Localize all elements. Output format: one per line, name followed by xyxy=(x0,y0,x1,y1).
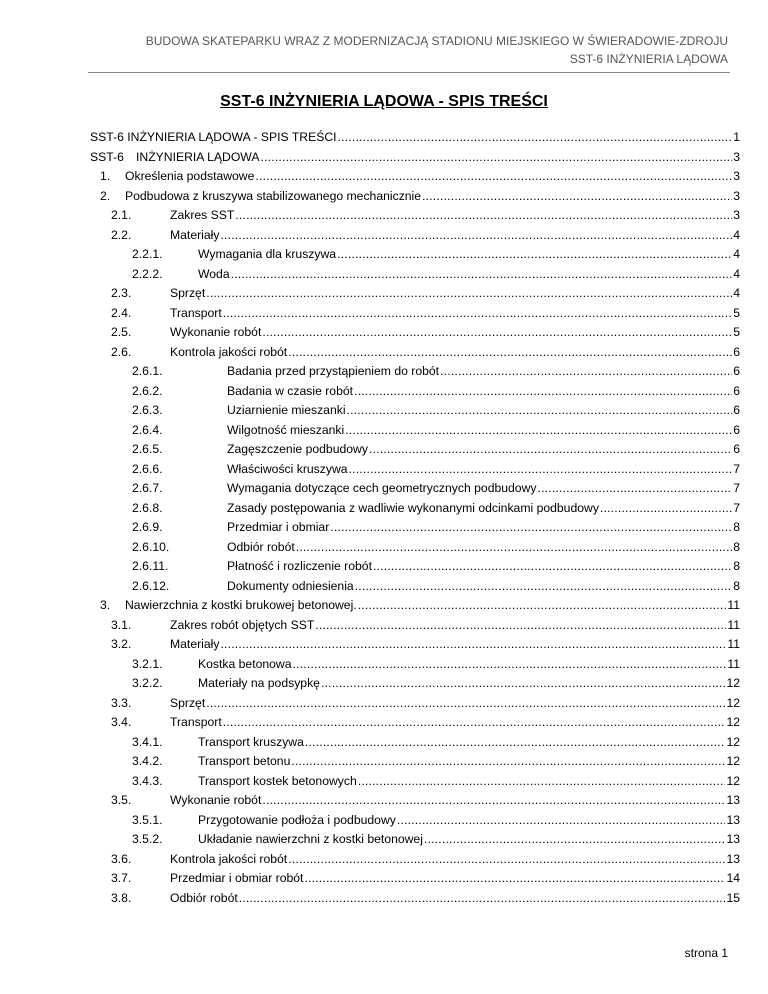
toc-entry[interactable] xyxy=(90,869,740,889)
toc-entry[interactable] xyxy=(90,460,740,480)
toc-leader xyxy=(260,148,732,168)
toc-number: 2.5. xyxy=(111,325,132,339)
toc-number: 2.6.7. xyxy=(132,481,163,495)
toc-page: 3 xyxy=(733,208,740,222)
toc-number: 2.3. xyxy=(111,286,132,300)
toc-entry[interactable] xyxy=(90,226,740,246)
toc-entry[interactable] xyxy=(90,304,740,324)
toc-leader xyxy=(206,284,732,304)
toc-leader xyxy=(220,635,726,655)
toc-entry[interactable] xyxy=(90,733,740,753)
toc-entry[interactable] xyxy=(90,772,740,792)
toc-number: 2.6.5. xyxy=(132,442,163,456)
toc-number: 3.2.1. xyxy=(132,656,163,671)
toc-page: 8 xyxy=(733,539,740,554)
toc-entry[interactable] xyxy=(90,830,740,850)
toc-number: 2.6.9. xyxy=(132,520,163,534)
toc-page: 1 xyxy=(733,130,740,144)
toc-leader xyxy=(206,694,725,714)
toc-page: 12 xyxy=(726,676,740,690)
toc-entry[interactable] xyxy=(90,635,740,655)
toc-number: 3.8. xyxy=(111,890,132,905)
toc-label: Wykonanie robót xyxy=(170,793,262,807)
toc-label: Transport xyxy=(170,715,222,729)
toc-entry[interactable] xyxy=(90,499,740,519)
toc-page: 13 xyxy=(726,851,740,866)
toc-leader xyxy=(315,616,726,636)
toc-leader xyxy=(288,343,732,363)
toc-label: Wilgotność mieszanki xyxy=(227,422,345,437)
toc-label: Płatność i rozliczenie robót xyxy=(227,559,372,573)
toc-page: 14 xyxy=(726,871,740,885)
running-header-project: BUDOWA SKATEPARKU WRAZ Z MODERNIZACJĄ STADIONU MIEJSKIEGO W ŚWIERADOWIE-ZDROJU xyxy=(145,34,728,48)
toc-page: 12 xyxy=(726,695,740,710)
toc-leader xyxy=(293,655,727,675)
toc-entry[interactable] xyxy=(90,674,740,694)
toc-leader xyxy=(291,752,725,772)
toc-label: INŻYNIERIA LĄDOWA xyxy=(136,149,260,164)
toc-leader xyxy=(255,167,732,187)
toc-number: 2.6.1. xyxy=(132,364,163,378)
toc-entry[interactable] xyxy=(90,187,740,207)
toc-entry[interactable] xyxy=(90,401,740,421)
toc-entry[interactable] xyxy=(90,343,740,363)
toc-leader xyxy=(537,479,732,499)
toc-page: 15 xyxy=(726,890,740,905)
toc-page: 6 xyxy=(733,422,740,437)
toc-leader xyxy=(600,499,732,519)
toc-label: Podbudowa z kruszywa stabilizowanego mechanicznie xyxy=(125,188,422,203)
toc-page: 4 xyxy=(733,227,740,242)
toc-number: 2.6.8. xyxy=(132,500,163,515)
toc-label: Kontrola jakości robót xyxy=(170,851,288,866)
toc-label: Przedmiar i obmiar robót xyxy=(170,871,304,885)
toc-entry[interactable] xyxy=(90,518,740,538)
toc-entry[interactable] xyxy=(90,382,740,402)
toc-entry[interactable] xyxy=(90,577,740,597)
toc-entry[interactable] xyxy=(90,596,740,616)
toc-page: 3 xyxy=(733,149,740,164)
toc-page: 5 xyxy=(733,325,740,339)
toc-entry[interactable] xyxy=(90,889,740,909)
toc-label: Materiały na podsypkę xyxy=(198,676,320,690)
toc-label: Określenia podstawowe xyxy=(125,169,255,183)
toc-page: 7 xyxy=(733,500,740,515)
toc-page: 13 xyxy=(726,793,740,807)
toc-label: Nawierzchnia z kostki brukowej betonowej. xyxy=(125,598,357,612)
toc-number: 3. xyxy=(100,598,111,612)
toc-label: Uziarnienie mieszanki xyxy=(227,403,346,417)
toc-number: 2. xyxy=(100,188,111,203)
toc-page: 6 xyxy=(733,403,740,417)
toc-leader xyxy=(397,811,726,831)
toc-number: 3.4. xyxy=(111,715,132,729)
toc-entry[interactable] xyxy=(90,421,740,441)
toc-label: Transport betonu xyxy=(198,754,291,768)
toc-number: 2.2.1. xyxy=(132,247,163,261)
toc-page: 4 xyxy=(733,286,740,300)
toc-label: Zakres SST xyxy=(170,208,235,222)
toc-leader xyxy=(422,187,732,207)
toc-entry[interactable] xyxy=(90,265,740,285)
toc-number: 2.6. xyxy=(111,344,132,359)
toc-label: Sprzęt xyxy=(170,695,206,710)
toc-number: 2.4. xyxy=(111,305,132,320)
toc-page: 6 xyxy=(733,383,740,398)
header-divider xyxy=(88,72,730,73)
toc-leader xyxy=(355,577,733,597)
toc-page: 11 xyxy=(727,598,740,612)
toc-page: 12 xyxy=(726,773,740,788)
toc-page: 8 xyxy=(733,559,740,573)
toc-number: 3.4.2. xyxy=(132,754,163,768)
toc-label: Transport kruszywa xyxy=(198,734,304,749)
toc-number: 2.1. xyxy=(111,208,132,222)
toc-leader xyxy=(262,791,725,811)
toc-label: Kostka betonowa xyxy=(198,656,292,671)
toc-number: 3.5.2. xyxy=(132,832,163,846)
toc-number: 2.6.11. xyxy=(132,559,169,573)
toc-number: 3.4.3. xyxy=(132,773,163,788)
toc-label: Dokumenty odniesienia xyxy=(227,578,354,593)
toc-entry[interactable] xyxy=(90,245,740,265)
toc-page: 3 xyxy=(733,169,740,183)
toc-number: 3.7. xyxy=(111,871,132,885)
toc-number: 2.6.3. xyxy=(132,403,163,417)
toc-leader xyxy=(424,830,726,850)
toc-leader xyxy=(304,869,725,889)
toc-label: Odbiór robót xyxy=(227,539,295,554)
toc-page: 3 xyxy=(733,188,740,203)
toc-label: Zakres robót objętych SST xyxy=(170,617,315,632)
toc-label: Materiały xyxy=(170,637,220,651)
toc-number: 3.2.2. xyxy=(132,676,163,690)
toc-label: Materiały xyxy=(170,227,220,242)
toc-leader xyxy=(239,889,726,909)
toc-number: SST-6 xyxy=(90,149,124,164)
toc-label: Woda xyxy=(198,266,230,281)
toc-entry[interactable] xyxy=(90,362,740,382)
toc-label: Badania w czasie robót xyxy=(227,383,354,398)
toc-page: 7 xyxy=(733,481,740,495)
toc-page: 11 xyxy=(727,617,740,632)
toc-label: Wymagania dotyczące cech geometrycznych podbudowy xyxy=(227,481,537,495)
toc-page: 4 xyxy=(733,247,740,261)
toc-leader xyxy=(231,265,733,285)
toc-leader xyxy=(330,518,732,538)
toc-number: 2.2. xyxy=(111,227,132,242)
toc-leader xyxy=(358,772,726,792)
toc-label: Transport xyxy=(170,305,222,320)
toc-leader xyxy=(338,128,733,148)
toc-label: Przedmiar i obmiar xyxy=(227,520,330,534)
toc-number: 3.3. xyxy=(111,695,132,710)
toc-number: 2.6.6. xyxy=(132,461,163,476)
toc-entry[interactable] xyxy=(90,791,740,811)
toc-leader xyxy=(358,596,727,616)
toc-label: Wykonanie robót xyxy=(170,325,262,339)
toc-leader xyxy=(223,713,726,733)
toc-label: Właściwości kruszywa xyxy=(227,461,348,476)
toc-page: 12 xyxy=(726,734,740,749)
toc-page: 13 xyxy=(726,832,740,846)
toc-page: 12 xyxy=(726,754,740,768)
toc-label: Kontrola jakości robót xyxy=(170,344,288,359)
toc-entry[interactable] xyxy=(90,655,740,675)
toc-page: 6 xyxy=(733,442,740,456)
toc-page: 11 xyxy=(727,656,740,671)
toc-page: 13 xyxy=(726,812,740,827)
toc-entry[interactable] xyxy=(90,694,740,714)
toc-entry[interactable] xyxy=(90,713,740,733)
toc-entry[interactable] xyxy=(90,752,740,772)
toc-label: Zagęszczenie podbudowy xyxy=(227,442,368,456)
toc-entry[interactable] xyxy=(90,811,740,831)
toc-number: 3.2. xyxy=(111,637,132,651)
toc-leader xyxy=(337,245,732,265)
toc-entry[interactable] xyxy=(90,323,740,343)
toc-label: Zasady postępowania z wadliwie wykonanymi odcinkami podbudowy xyxy=(227,500,599,515)
toc-page: 11 xyxy=(727,637,740,651)
toc-entry[interactable] xyxy=(90,557,740,577)
toc-number: 3.5. xyxy=(111,793,132,807)
toc-entry[interactable] xyxy=(90,284,740,304)
toc-leader xyxy=(305,733,726,753)
toc-leader xyxy=(349,460,733,480)
toc-entry[interactable] xyxy=(90,206,740,226)
toc-entry[interactable] xyxy=(90,616,740,636)
toc-number: 3.6. xyxy=(111,851,132,866)
toc-label: Badania przed przystąpieniem do robót xyxy=(227,364,440,378)
page-number-footer: strona 1 xyxy=(684,946,728,960)
toc-label: Wymagania dla kruszywa xyxy=(198,247,337,261)
toc-page: 8 xyxy=(733,578,740,593)
toc-number: 2.6.12. xyxy=(132,578,170,593)
toc-entry[interactable] xyxy=(90,538,740,558)
toc-leader xyxy=(288,850,725,870)
toc-label: Transport kostek betonowych xyxy=(198,773,357,788)
toc-entry[interactable] xyxy=(90,128,740,148)
toc-leader xyxy=(235,206,732,226)
toc-label: Przygotowanie podłoża i podbudowy xyxy=(198,812,396,827)
toc-page: 6 xyxy=(733,344,740,359)
toc-label: Układanie nawierzchni z kostki betonowej xyxy=(198,832,423,846)
toc-page: 5 xyxy=(733,305,740,320)
toc-number: 1. xyxy=(100,169,111,183)
toc-leader xyxy=(223,304,733,324)
toc-page: 6 xyxy=(733,364,740,378)
toc-number: 3.5.1. xyxy=(132,812,163,827)
toc-leader xyxy=(373,557,732,577)
toc-leader xyxy=(296,538,732,558)
toc-entry[interactable] xyxy=(90,850,740,870)
toc-leader xyxy=(220,226,732,246)
toc-entry[interactable] xyxy=(90,479,740,499)
toc-entry[interactable] xyxy=(90,167,740,187)
table-of-contents xyxy=(90,128,740,908)
toc-leader xyxy=(345,421,732,441)
toc-leader xyxy=(369,440,732,460)
toc-leader xyxy=(347,401,733,421)
toc-entry[interactable] xyxy=(90,148,740,168)
toc-label: Sprzęt xyxy=(170,286,206,300)
toc-number: 2.2.2. xyxy=(132,266,163,281)
toc-page: 8 xyxy=(733,520,740,534)
toc-label: Odbiór robót xyxy=(170,890,238,905)
toc-number: 3.4.1. xyxy=(132,734,163,749)
toc-entry[interactable] xyxy=(90,440,740,460)
toc-page: 7 xyxy=(733,461,740,476)
toc-label: SST-6 INŻYNIERIA LĄDOWA - SPIS TREŚCI xyxy=(90,130,337,144)
toc-number: 2.6.4. xyxy=(132,422,163,437)
toc-leader xyxy=(262,323,732,343)
toc-page: 4 xyxy=(733,266,740,281)
toc-page: 12 xyxy=(726,715,740,729)
toc-number: 2.6.2. xyxy=(132,383,163,398)
toc-leader xyxy=(321,674,725,694)
toc-leader xyxy=(440,362,732,382)
running-header-section: SST-6 INŻYNIERIA LĄDOWA xyxy=(569,52,728,66)
toc-number: 3.1. xyxy=(111,617,132,632)
toc-number: 2.6.10. xyxy=(132,539,170,554)
page-title: SST-6 INŻYNIERIA LĄDOWA - SPIS TREŚCI xyxy=(220,93,548,110)
toc-leader xyxy=(354,382,732,402)
